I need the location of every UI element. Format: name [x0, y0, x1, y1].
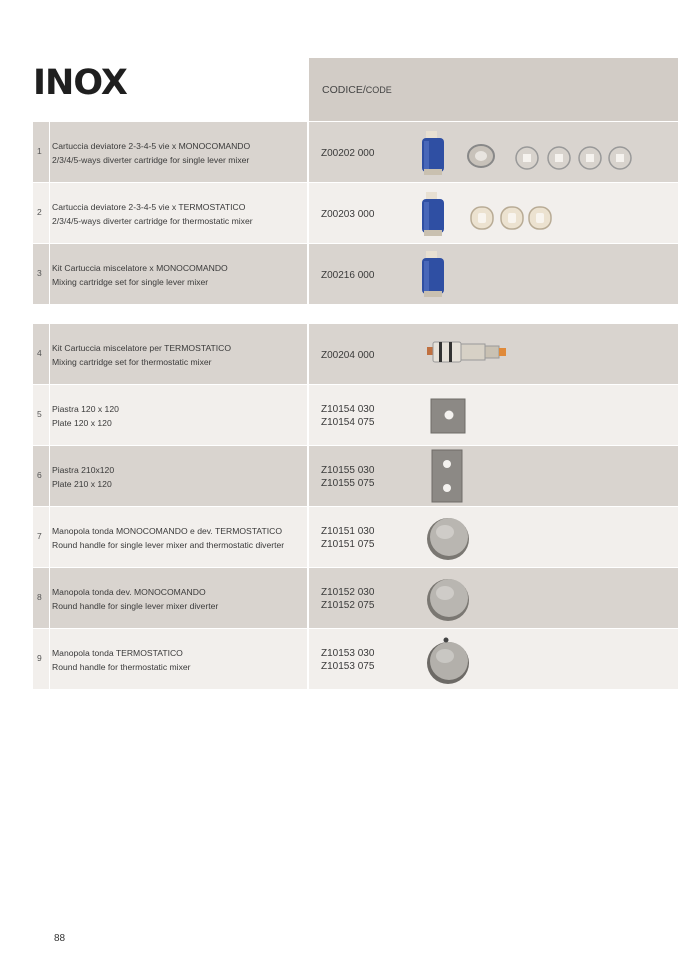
code-cell — [309, 244, 678, 304]
description-cell — [50, 385, 307, 445]
description-italian: Cartuccia deviatore 2-3-4-5 vie x TERMOSTATICO — [52, 202, 246, 212]
page-title: INOX — [33, 63, 127, 103]
code-cell — [309, 507, 678, 567]
round-handle-image — [425, 575, 473, 623]
description-english: Mixing cartridge set for single lever mixer — [52, 277, 209, 287]
product-code: Z10153 030 — [321, 648, 375, 659]
description-italian: Kit Cartuccia miscelatore per TERMOSTATICO — [52, 343, 232, 353]
description-italian: Cartuccia deviatore 2-3-4-5 vie x MONOCOMANDO — [52, 141, 251, 151]
row-number-cell — [33, 385, 49, 445]
product-code: Z10151 030 — [321, 526, 375, 537]
row-number: 4 — [37, 348, 42, 358]
code-cell — [309, 122, 678, 182]
table-row — [33, 629, 678, 689]
row-number-cell — [33, 122, 49, 182]
product-code: Z00204 000 — [321, 350, 375, 361]
description-english: Mixing cartridge set for thermostatic mixer — [52, 357, 212, 367]
product-code: Z00202 000 — [321, 148, 375, 159]
cartridge-parts-image — [417, 186, 577, 242]
description-cell — [50, 446, 307, 506]
description-cell — [50, 568, 307, 628]
description-italian: Piastra 120 x 120 — [52, 404, 119, 414]
table-row — [33, 244, 678, 304]
page-number: 88 — [54, 933, 66, 944]
description-italian: Manopola tonda TERMOSTATICO — [52, 648, 183, 658]
product-code: Z10155 075 — [321, 478, 375, 489]
row-number: 5 — [37, 409, 42, 419]
cartridge-image — [417, 247, 457, 303]
row-number: 2 — [37, 207, 42, 217]
row-number-cell — [33, 446, 49, 506]
code-cell — [309, 446, 678, 506]
description-cell — [50, 324, 307, 384]
description-cell — [50, 629, 307, 689]
description-cell — [50, 244, 307, 304]
code-column-label — [322, 84, 392, 96]
row-number-cell — [33, 568, 49, 628]
square-plate-image — [429, 397, 469, 435]
row-number: 6 — [37, 470, 42, 480]
description-cell — [50, 122, 307, 182]
row-number-cell — [33, 507, 49, 567]
row-number-cell — [33, 629, 49, 689]
table-row — [33, 385, 678, 445]
table-row — [33, 568, 678, 628]
row-number: 8 — [37, 592, 42, 602]
table-row — [33, 122, 678, 182]
row-number-cell — [33, 183, 49, 243]
table-row — [33, 183, 678, 243]
cartridge-parts-image — [417, 125, 657, 181]
row-number: 7 — [37, 531, 42, 541]
product-code: Z00216 000 — [321, 270, 375, 281]
description-english: Plate 120 x 120 — [52, 418, 112, 428]
description-italian: Piastra 210x120 — [52, 465, 115, 475]
round-handle-image — [425, 514, 473, 562]
product-code: Z10154 030 — [321, 404, 375, 415]
description-italian: Manopola tonda MONOCOMANDO e dev. TERMOSTATICO — [52, 526, 283, 536]
description-cell — [50, 507, 307, 567]
row-number-cell — [33, 324, 49, 384]
product-code: Z10153 075 — [321, 661, 375, 672]
row-number: 1 — [37, 146, 42, 156]
row-number: 9 — [37, 653, 42, 663]
row-number: 3 — [37, 268, 42, 278]
product-code: Z10151 075 — [321, 539, 375, 550]
description-cell — [50, 183, 307, 243]
thermostatic-cartridge-image — [423, 334, 523, 374]
description-italian: Manopola tonda dev. MONOCOMANDO — [52, 587, 206, 597]
code-cell — [309, 568, 678, 628]
code-label-small: CODE — [365, 85, 392, 95]
product-code: Z00203 000 — [321, 209, 375, 220]
table-row — [33, 446, 678, 506]
code-column-header — [309, 58, 678, 121]
code-cell — [309, 324, 678, 384]
description-english: Round handle for single lever mixer and thermostatic diverter — [52, 540, 285, 550]
product-code: Z10152 075 — [321, 600, 375, 611]
code-cell — [309, 385, 678, 445]
round-handle-image — [425, 633, 473, 687]
table-row — [33, 507, 678, 567]
description-english: 2/3/4/5-ways diverter cartridge for thermostatic mixer — [52, 216, 253, 226]
description-italian: Kit Cartuccia miscelatore x MONOCOMANDO — [52, 263, 228, 273]
product-code: Z10152 030 — [321, 587, 375, 598]
row-number-cell — [33, 244, 49, 304]
code-label-main: CODICE/ — [322, 84, 366, 96]
product-code: Z10155 030 — [321, 465, 375, 476]
table-row — [33, 324, 678, 384]
description-english: Round handle for single lever mixer diverter — [52, 601, 219, 611]
description-english: Round handle for thermostatic mixer — [52, 662, 191, 672]
description-english: 2/3/4/5-ways diverter cartridge for single lever mixer — [52, 155, 250, 165]
code-cell — [309, 183, 678, 243]
rectangular-plate-image — [430, 448, 466, 504]
description-english: Plate 210 x 120 — [52, 479, 112, 489]
code-cell — [309, 629, 678, 689]
product-code: Z10154 075 — [321, 417, 375, 428]
